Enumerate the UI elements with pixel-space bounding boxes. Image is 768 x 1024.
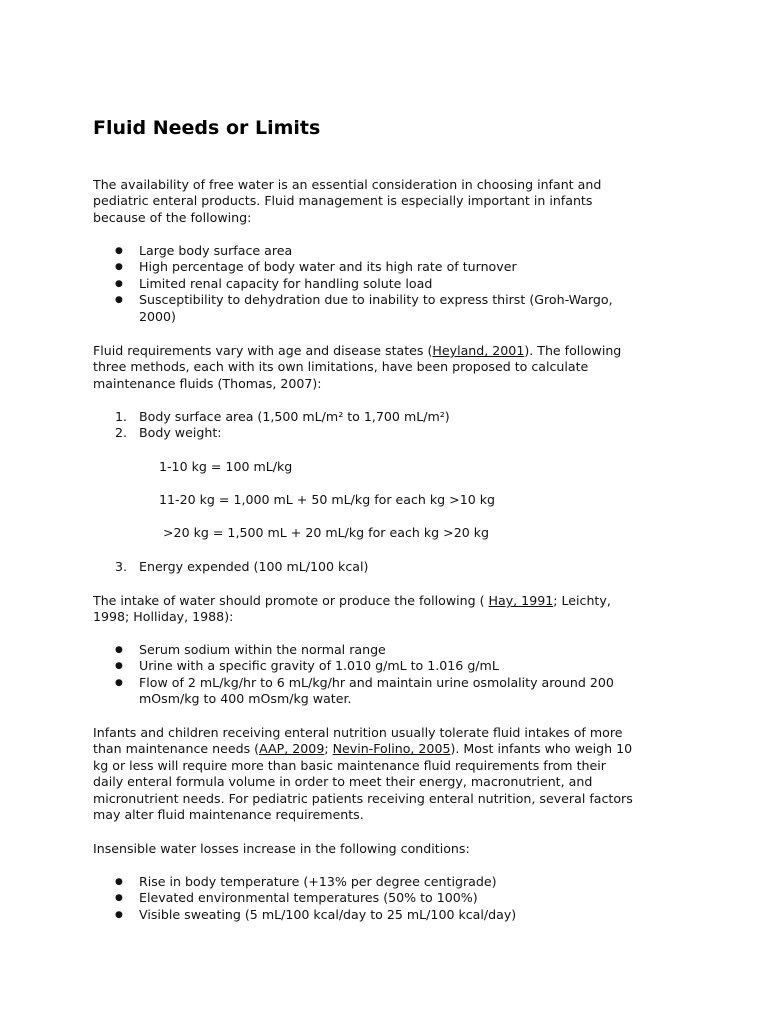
formula-line: 11-20 kg = 1,000 mL + 50 mL/kg for each kg >10 kg (159, 492, 496, 507)
bullet-icon: ● (115, 246, 123, 256)
methods-list-continued (93, 559, 683, 575)
bullet-icon: ● (115, 893, 123, 904)
bullet-icon: ● (115, 661, 123, 672)
conditions-list (93, 874, 683, 923)
bullet-icon: ● (115, 295, 123, 306)
list-number: 3. (115, 559, 128, 574)
list-item: ● Susceptibility to dehydration due to inability to express thirst (Groh-Wargo, 2000) (115, 292, 613, 324)
intro-line: The availability of free water is an essential consideration in choosing infant and (93, 177, 602, 192)
bullet-icon: ● (115, 645, 123, 655)
intro-line: pediatric enteral products. Fluid management is especially important in infants (93, 193, 593, 209)
list-item: ● Limited renal capacity for handling solute load (115, 275, 433, 291)
intro-paragraph (93, 177, 683, 226)
methods-list (93, 409, 683, 442)
list-item: ● Serum sodium within the normal range (115, 642, 386, 657)
reasons-list (93, 243, 683, 325)
list-item: ● Urine with a specific gravity of 1.010 g/mL to 1.016 g/mL (115, 658, 499, 674)
reference-link-heyland[interactable]: Heyland, 2001 (432, 343, 525, 358)
list-item: 2. Body weight: (115, 425, 222, 441)
bullet-icon: ● (115, 677, 123, 688)
reference-link-hay[interactable]: Hay, 1991 (488, 593, 554, 608)
list-number: 1. (115, 409, 128, 424)
formula-line: 1-10 kg = 100 mL/kg (159, 459, 293, 474)
page-title: Fluid Needs or Limits (93, 117, 321, 139)
intro-line: because of the following: (93, 209, 252, 225)
list-item: 1. Body surface area (1,500 mL/m² to 1,700 mL/m²) (115, 409, 450, 424)
bullet-icon: ● (115, 877, 123, 887)
bullet-icon: ● (115, 262, 123, 273)
list-item: ● Large body surface area (115, 243, 293, 258)
reference-link-nevin-folino[interactable]: Nevin-Folino, 2005 (332, 741, 451, 757)
formula-line: >20 kg = 1,500 mL + 20 mL/kg for each kg >20 kg (163, 525, 490, 540)
list-number: 2. (115, 425, 128, 441)
list-item: ● High percentage of body water and its high rate of turnover (115, 259, 517, 275)
list-item: ● Visible sweating (5 mL/100 kcal/day to 25 mL/100 kcal/day) (115, 906, 517, 922)
intake-paragraph: The intake of water should promote or produce the following ( Hay, 1991; Leichty, 1998; Holliday, 1988): (93, 593, 611, 625)
list-item: ● Rise in body temperature (+13% per degree centigrade) (115, 874, 497, 889)
enteral-paragraph: Infants and children receiving enteral nutrition usually tolerate fluid intakes of more than maintenance needs (AAP, 2009; Nevin-Folino, 2005). Most infants who weigh 10 kg or less will require more than basic maintenance fluid requirements from their daily enteral formula volume in order to meet their energy, macronutrient, and micronutrient needs. For pediatric patients receiving enteral nutrition, several factors may alter fluid maintenance requirements. (93, 725, 633, 823)
list-item: 3. Energy expended (100 mL/100 kcal) (115, 559, 369, 574)
requirements-paragraph: Fluid requirements vary with age and disease states (Heyland, 2001). The following three methods, each with its own limitations, have been proposed to calculate maintenance fluids (Thomas, 2007): (93, 343, 622, 391)
reference-link-aap[interactable]: AAP, 2009 (259, 741, 325, 757)
outcomes-list (93, 642, 683, 708)
bullet-icon: ● (115, 909, 123, 920)
list-item: ● Flow of 2 mL/kg/hr to 6 mL/kg/hr and maintain urine osmolality around 200 mOsm/kg to 400 mOsm/kg water. (115, 674, 614, 707)
bullet-icon: ● (115, 278, 123, 289)
list-item: ● Elevated environmental temperatures (50% to 100%) (115, 890, 478, 906)
insensible-intro: Insensible water losses increase in the following conditions: (93, 841, 470, 856)
